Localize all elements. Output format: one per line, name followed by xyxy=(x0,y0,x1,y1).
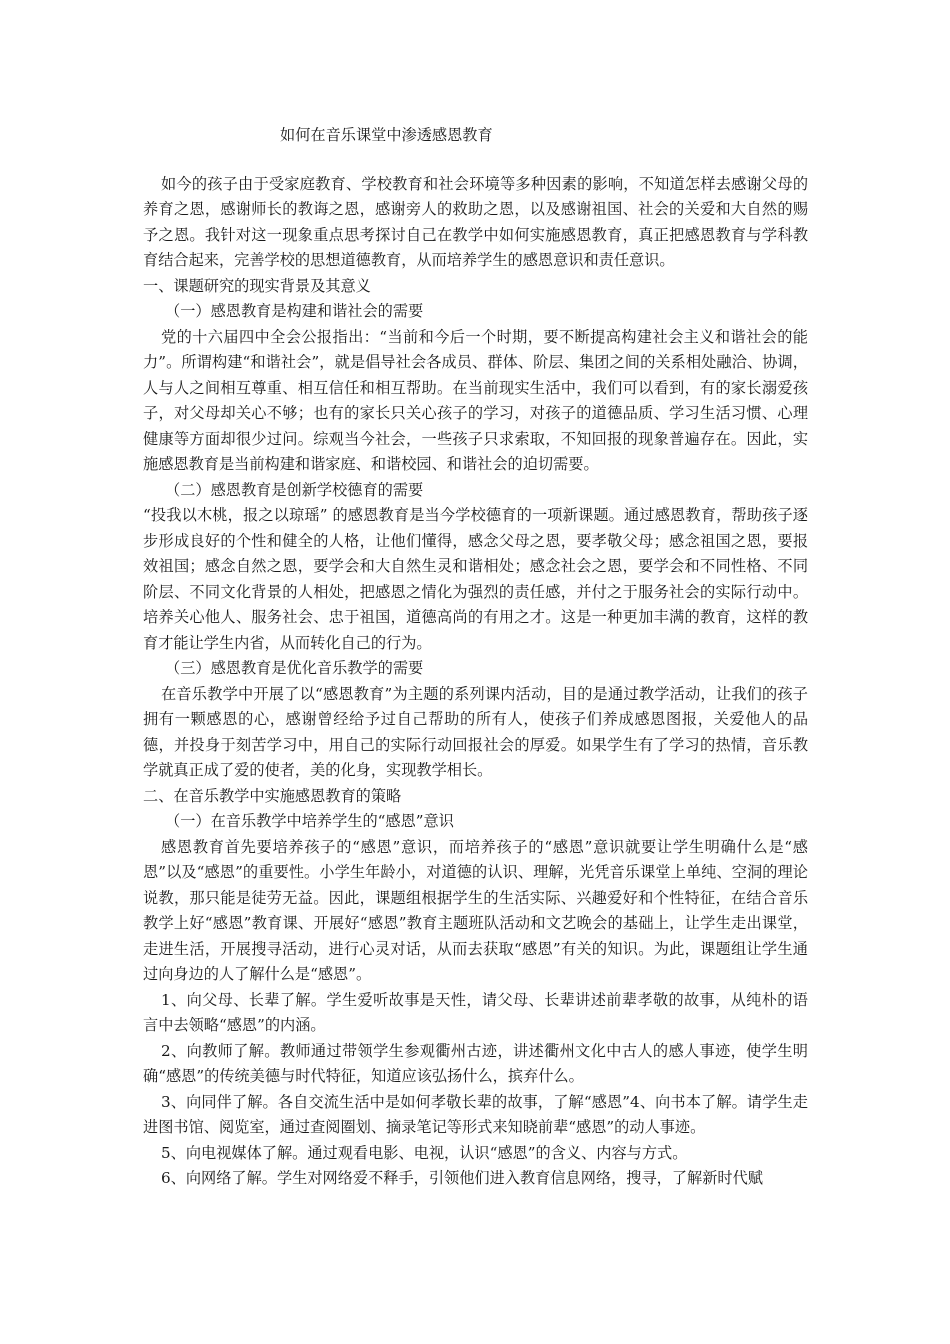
document-body xyxy=(143,123,808,1192)
list-item-5: 5、向电视媒体了解。通过观看电影、电视，认识“感恩”的含义、内容与方式。 xyxy=(161,1143,688,1162)
subsection-heading-1-1: （一）感恩教育是构建和谐社会的需要 xyxy=(165,302,424,320)
list-item-1: 1、向父母、长辈了解。学生爱听故事是天性，请父母、长辈讲述前辈孝敬的故事，从纯朴的语言中去领略“感恩”的内涵。 xyxy=(143,990,808,1034)
list-item-2: 2、向教师了解。教师通过带领学生参观衢州古迹，讲述衢州文化中古人的感人事迹，使学生明确“感恩”的传统美德与时代特征，知道应该弘扬什么，摈弃什么。 xyxy=(143,1041,808,1085)
subsection-heading-1-2: （二）感恩教育是创新学校德育的需要 xyxy=(165,480,424,499)
paragraph-music-teaching: 在音乐教学中开展了以“感恩教育”为主题的系列课内活动，目的是通过教学活动，让我们的孩子拥有一颗感恩的心，感谢曾经给予过自己帮助的所有人，使孩子们养成感恩图报，关爱他人的品德，并投身于刻苦学习中，用自己的实际行动回报社会的厚爱。如果学生有了学习的热情，音乐教学就真正成了爱的使者，美的化身，实现教学相长。 xyxy=(143,684,808,779)
paragraph-moral-education: “投我以木桃，报之以琼瑶” 的感恩教育是当今学校德育的一项新课题。通过感恩教育，帮助孩子逐步形成良好的个性和健全的人格，让他们懂得，感念父母之恩，要孝敬父母；感念祖国之恩，要报效祖国；感念自然之恩，要学会和大自然生灵和谐相处；感念社会之恩，要学会和不同性格、不同阶层、不同文化背景的人相处，把感恩之情化为强烈的责任感，并付之于服务社会的实际行动中。培养关心他人、服务社会、忠于祖国，道德高尚的有用之才。这是一种更加丰满的教育，这样的教育才能让学生内省，从而转化自己的行为。 xyxy=(143,506,808,652)
section-heading-1: 一、课题研究的现实背景及其意义 xyxy=(143,276,371,295)
paragraph-intro: 如今的孩子由于受家庭教育、学校教育和社会环境等多种因素的影响，不知道怎样去感谢父母的养育之恩，感谢师长的教诲之恩，感谢旁人的救助之恩，以及感谢祖国、社会的关爱和大自然的赐予之恩。我针对这一现象重点思考探讨自己在教学中如何实施感恩教育，真正把感恩教育与学科教育结合起来，完善学校的思想道德教育，从而培养学生的感恩意识和责任意识。 xyxy=(143,174,808,269)
paragraph-gratitude-awareness: 感恩教育首先要培养孩子的“感恩”意识，而培养孩子的“感恩”意识就要让学生明确什么是“感恩”以及“感恩”的重要性。小学生年龄小，对道德的认识、理解，光凭音乐课堂上单纯、空洞的理论说教，那只能是徒劳无益。因此，课题组根据学生的生活实际、兴趣爱好和个性特征，在结合音乐教学上好“感恩”教育课、开展好“感恩”教育主题班队活动和文艺晚会的基础上，让学生走出课堂，走进生活，开展搜寻活动，进行心灵对话，从而去获取“感恩”有关的知识。为此，课题组让学生通过向身边的人了解什么是“感恩”。 xyxy=(143,837,808,983)
section-heading-2: 二、在音乐教学中实施感恩教育的策略 xyxy=(143,786,402,805)
paragraph-harmonious-society: 党的十六届四中全会公报指出：“当前和今后一个时期，要不断提高构建社会主义和谐社会的能力”。所谓构建“和谐社会”，就是倡导社会各成员、群体、阶层、集团之间的关系相处融洽、协调，人与人之间相互尊重、相互信任和相互帮助。在当前现实生活中，我们可以看到，有的家长溺爱孩子，对父母却关心不够；也有的家长只关心孩子的学习，对孩子的道德品质、学习生活习惯、心理健康等方面却很少过问。综观当今社会，一些孩子只求索取，不知回报的现象普遍存在。因此，实施感恩教育是当前构建和谐家庭、和谐校园、和谐社会的迫切需要。 xyxy=(143,327,808,473)
subsection-heading-1-3: （三）感恩教育是优化音乐教学的需要 xyxy=(165,659,424,677)
document-title: 如何在音乐课堂中渗透感恩教育 xyxy=(280,126,493,144)
subsection-heading-2-1: （一）在音乐教学中培养学生的“感恩”意识 xyxy=(165,812,454,830)
list-item-6: 6、向网络了解。学生对网络爱不释手，引领他们进入教育信息网络，搜寻，了解新时代赋 xyxy=(161,1169,763,1187)
list-item-3-4: 3、向同伴了解。各自交流生活中是如何孝敬长辈的故事，了解“感恩”4、向书本了解。请学生走进图书馆、阅览室，通过查阅圈划、摘录笔记等形式来知晓前辈“感恩”的动人事迹。 xyxy=(143,1092,808,1136)
